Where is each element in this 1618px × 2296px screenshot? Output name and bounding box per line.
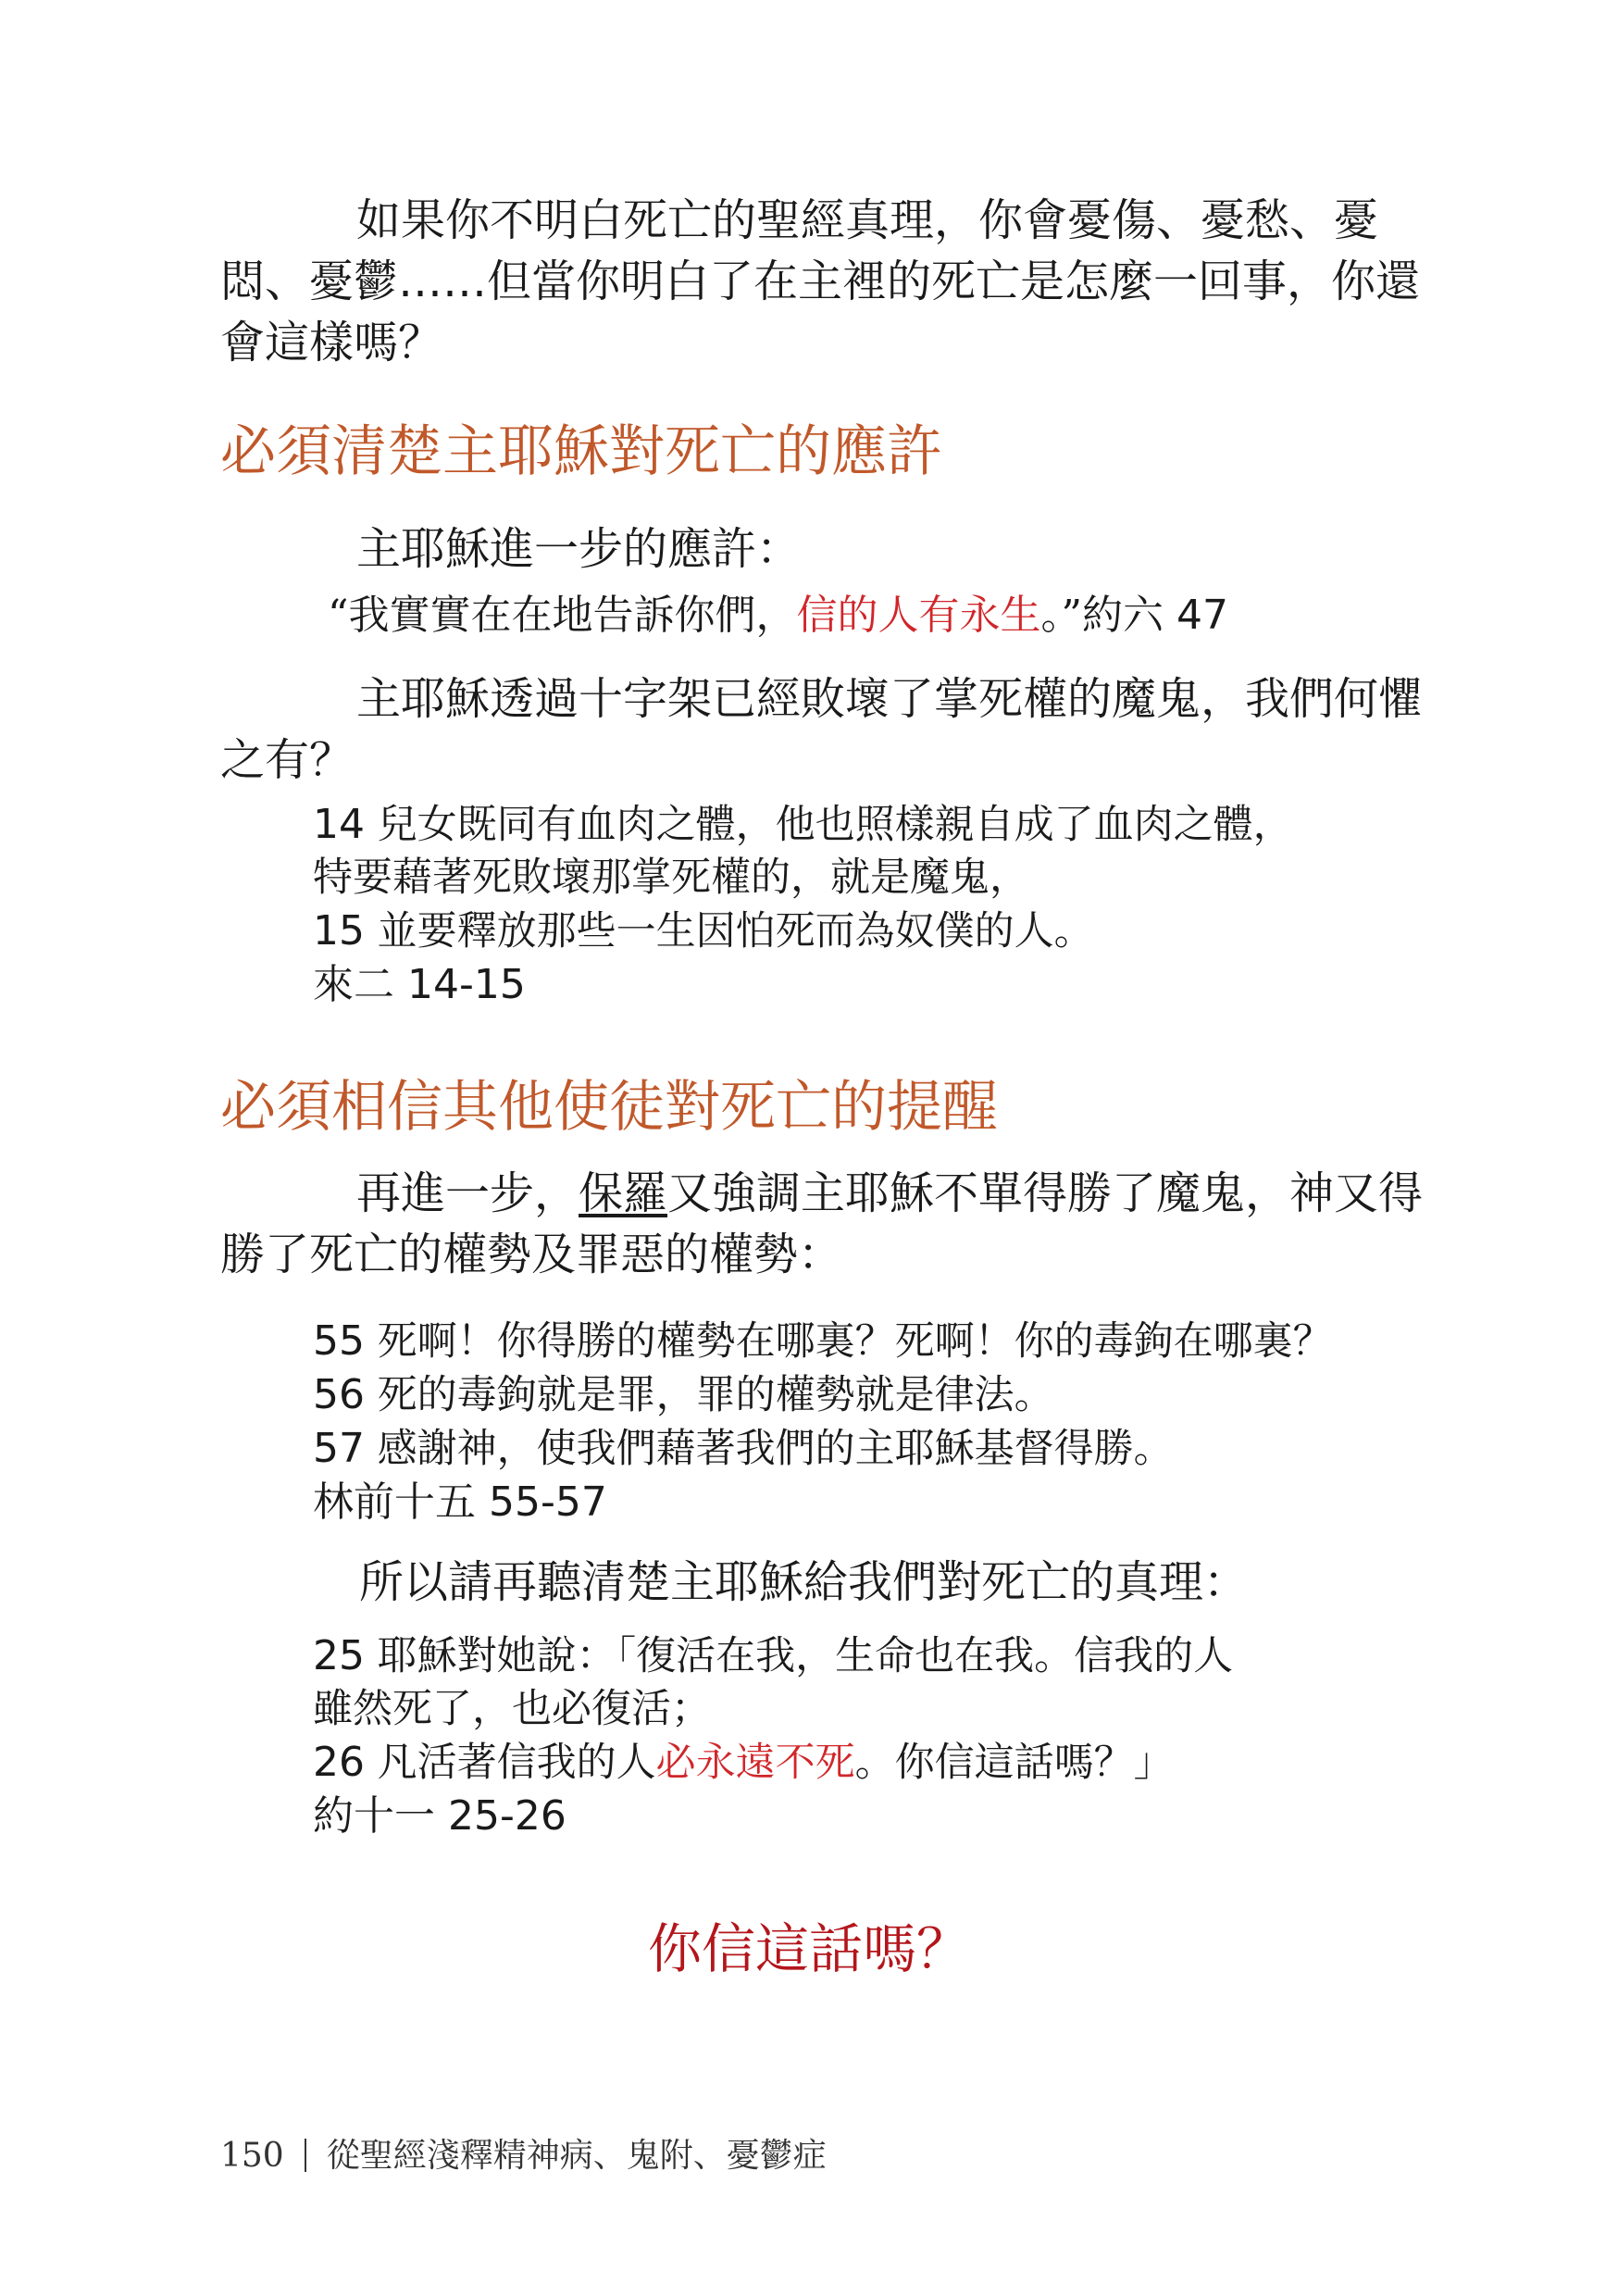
intro-paragraph: 如果你不明白死亡的聖經真理，你會憂傷、憂愁、憂悶、憂鬱……但當你明白了在主裡的死亡是怎麼一回事，你還會這樣嗎？ [220,194,1421,368]
quote-reference: 來二 14-15 [313,961,526,1008]
page-footer [220,2129,827,2177]
promise-verse [328,585,1531,646]
quote-line: 56 死的毒鉤就是罪，罪的權勢就是律法。 [313,1371,1054,1418]
truth-lead: 所以請再聽清楚主耶穌給我們對死亡的真理： [359,1556,1249,1608]
verse-reference: 約六 47 [1082,592,1228,639]
john-quote [313,1629,1424,1842]
verse-open: “我實實在在地告訴你們， [328,592,797,639]
quote-line: 15 並要釋放那些一生因怕死而為奴僕的人。 [313,907,1094,955]
cross-paragraph: 主耶穌透過十字架已經敗壞了掌死權的魔鬼，我們何懼之有？ [220,673,1424,786]
paul-paragraph: 再進一步，保羅又強調主耶穌不單得勝了魔鬼，神又得勝了死亡的權勢及罪惡的權勢： [220,1167,1424,1280]
quote-reference: 約十一 25-26 [313,1792,566,1840]
section-heading-promise: 必須清楚主耶穌對死亡的應許 [220,419,942,484]
quote-reference: 林前十五 55-57 [313,1479,607,1526]
quote-line: 14 兒女既同有血肉之體，他也照樣親自成了血肉之體， [313,801,1293,848]
paul-name: 保羅 [579,1167,668,1219]
quote-line: 55 死啊！你得勝的權勢在哪裏？死啊！你的毒鉤在哪裏？ [313,1317,1333,1365]
corinthians-quote [313,1315,1424,1529]
closing-question: 你信這話嗎？ [647,1917,970,1980]
quote-line: 雖然死了，也必復活； [313,1686,711,1732]
quote-line: 25 耶穌對她說：「復活在我，生命也在我。信我的人 [313,1632,1234,1679]
verse-close: 。” [1040,592,1082,639]
quote-emphasis: 必永遠不死 [655,1740,855,1786]
verse-emphasis: 信的人有永生 [796,592,1041,639]
section-heading-reminder: 必須相信其他使徒對死亡的提醒 [220,1075,998,1140]
quote-line: 57 感謝神，使我們藉著我們的主耶穌基督得勝。 [313,1425,1174,1472]
footer-divider [305,2139,306,2172]
quote-line: 特要藉著死敗壞那掌死權的，就是魔鬼， [313,855,1029,901]
book-title: 從聖經淺釋精神病、鬼附、憂鬱症 [326,2137,827,2175]
page-number: 150 [220,2137,284,2175]
quote-line: 26 凡活著信我的人必永遠不死。你信這話嗎？」 [313,1739,1174,1786]
hebrews-quote [313,798,1424,1011]
promise-lead: 主耶穌進一步的應許： [356,523,802,575]
